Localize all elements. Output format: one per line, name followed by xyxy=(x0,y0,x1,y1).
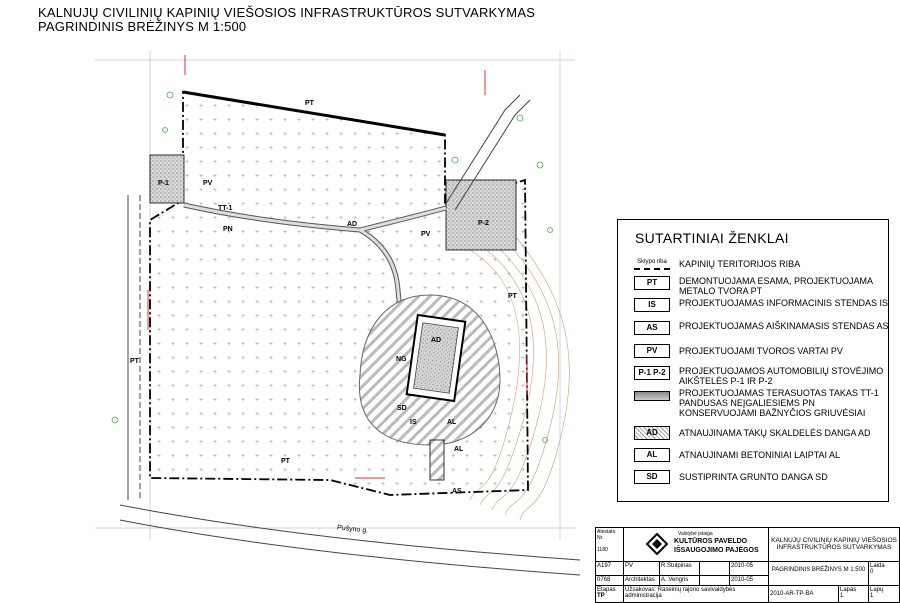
boundary-symbol: Sklypo riba xyxy=(634,256,670,270)
label-p1: P-1 xyxy=(158,180,169,187)
organization-logo xyxy=(646,533,668,555)
lapu-cell xyxy=(869,586,899,602)
lapas-value: 1 xyxy=(840,593,844,599)
label-sd: SD xyxy=(397,405,407,412)
stairs xyxy=(430,440,444,480)
row2-role: Architektas xyxy=(624,576,660,586)
lapu-value: 1 xyxy=(870,593,874,599)
etapas-cell xyxy=(596,586,624,602)
label-street: Pušyno g. xyxy=(336,524,369,535)
legend-text: SUSTIPRINTA GRUNTO DANGA SD xyxy=(679,472,828,482)
legend-text: PROJEKTUOJAMAS TERASUOTAS TAKAS TT-1 PANDUSAS NEĮGALIESIEMS PN KONSERVUOJAMI BAŽNYČIOS GRIUVĖSIAI xyxy=(679,388,879,418)
soil-symbol: SD xyxy=(634,470,670,484)
legend xyxy=(617,219,889,502)
drawing-number: 2010-AR-TP-BA xyxy=(769,586,839,602)
parking-symbol: P-1 P-2 xyxy=(634,366,670,380)
drawing-title-cell: PAGRINDINIS BRĖŽINYS M 1:500 xyxy=(769,562,869,586)
path-symbol xyxy=(634,391,670,401)
lapas-cell xyxy=(839,586,869,602)
legend-text: DEMONTUOJAMA ESAMA, PROJEKTUOJAMA METALO TVORA PT xyxy=(679,276,873,296)
label-as: AS xyxy=(452,488,462,495)
legend-text: ATNAUJINAMI BETONINIAI LAIPTAI AL xyxy=(679,450,841,460)
legend-text: PROJEKTUOJAMAS INFORMACINIS STENDAS IS xyxy=(679,298,889,308)
stairs-symbol: AL xyxy=(634,448,670,462)
legend-text: KAPINIŲ TERITORIJOS RIBA xyxy=(679,259,801,269)
label-al2: AL xyxy=(454,446,464,453)
fence-symbol: PT xyxy=(634,276,670,290)
row1-date: 2010-05 xyxy=(730,562,769,576)
row2-date: 2010-05 xyxy=(730,576,769,586)
label-pt-top: PT xyxy=(305,100,314,107)
atestato-cell xyxy=(596,528,624,562)
row1-role: PV xyxy=(624,562,660,576)
label-al1: AL xyxy=(447,419,457,426)
row2-name: A. Vengris xyxy=(660,576,700,586)
title-block xyxy=(595,527,900,603)
legend-text: PROJEKTUOJAMAS AIŠKINAMASIS STENDAS AS xyxy=(679,321,889,331)
drawing-subtitle: PAGRINDINIS BRĖŽINYS M 1:500 xyxy=(38,19,247,34)
org-line2: KULTŪROS PAVELDO xyxy=(674,538,748,545)
drawing-title: KALNUJŲ CIVILINIŲ KAPINIŲ VIEŠOSIOS INFRASTRUKTŪROS SUTVARKYMAS xyxy=(38,5,536,20)
label-pt-right: PT xyxy=(508,293,517,300)
row2-signature xyxy=(700,576,730,586)
label-tt1: TT-1 xyxy=(218,205,233,212)
label-pv2: PV xyxy=(421,231,431,238)
client-cell: Užsakovas: Raseinių rajono savivaldybės administracija xyxy=(624,586,769,602)
legend-text: PROJEKTUOJAMOS AUTOMOBILIŲ STOVĖJIMO AIKŠTELĖS P-1 IR P-2 xyxy=(679,366,884,386)
gravel-symbol: AD xyxy=(634,426,670,440)
legend-text: ATNAUJINAMA TAKŲ SKALDELĖS DANGA AD xyxy=(679,428,871,438)
label-pt-left: PT xyxy=(130,358,139,365)
parking-p2 xyxy=(446,180,516,250)
lapu-label: Lapų xyxy=(870,587,884,593)
info-stand-symbol: IS xyxy=(634,298,670,312)
row1-name: R.Stulpinas xyxy=(660,562,700,576)
organization-cell xyxy=(624,528,769,562)
label-pv1: PV xyxy=(203,180,213,187)
explanatory-stand-symbol: AS xyxy=(634,321,670,335)
atestato-label: Atestato Nr. xyxy=(597,529,616,541)
lapas-label: Lapas xyxy=(840,587,857,593)
etapas-value: TP xyxy=(597,593,605,599)
label-ad2: AD xyxy=(431,337,442,344)
legend-text: PROJEKTUOJAMI TVOROS VARTAI PV xyxy=(679,346,843,356)
legend-title: SUTARTINIAI ŽENKLAI xyxy=(635,230,789,246)
laida-label: Laida xyxy=(870,563,885,569)
project-title-cell: KALNUJŲ CIVILINIŲ KAPINIŲ VIEŠOSIOS INFRASTRUKTŪROS SUTVARKYMAS xyxy=(769,528,899,562)
label-ng: NG xyxy=(396,356,407,363)
row1-code: A197 xyxy=(596,562,624,576)
label-is: IS xyxy=(410,419,417,426)
atestato-number: 1180 xyxy=(597,547,608,553)
parking-p1 xyxy=(150,155,184,203)
laida-value: 0 xyxy=(870,569,874,575)
label-pt-bottom: PT xyxy=(281,458,290,465)
row1-signature xyxy=(700,562,730,576)
org-line3: IŠSAUGOJIMO PAJĖGOS xyxy=(674,547,759,554)
org-line1: Valstybė įstaiga xyxy=(678,531,713,537)
label-ad1: AD xyxy=(347,221,358,228)
label-p2: P-2 xyxy=(478,220,489,227)
label-pn: PN xyxy=(223,226,233,233)
gate-symbol: PV xyxy=(634,344,670,358)
row2-code: 0768 xyxy=(596,576,624,586)
etapas-label: Etapas xyxy=(597,587,616,593)
laida-cell xyxy=(869,562,899,586)
